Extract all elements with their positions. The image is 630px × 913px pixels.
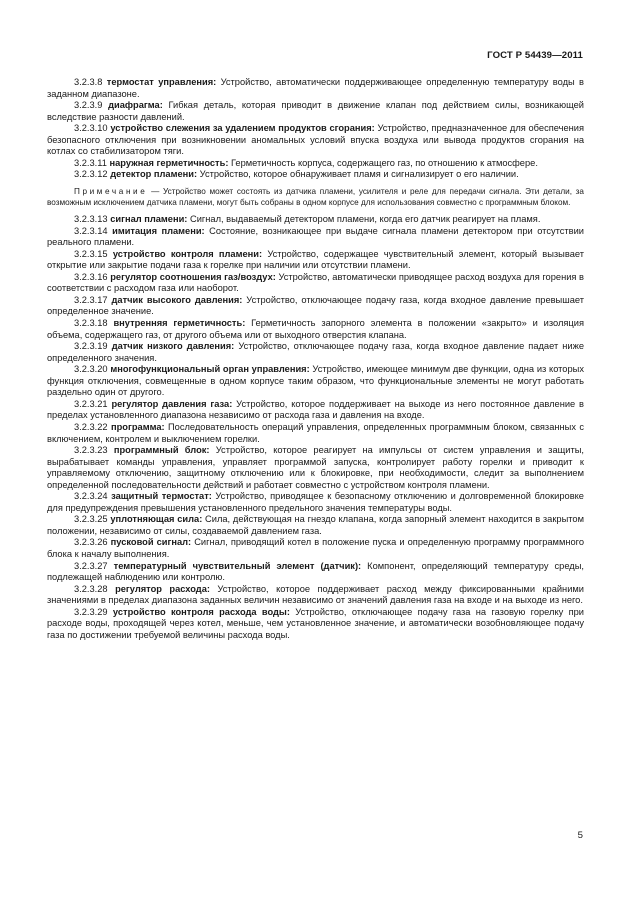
definition-number: 3.2.3.20 (74, 364, 108, 375)
definition-entry (47, 514, 584, 537)
definition-entry (47, 399, 584, 422)
definition-term: диафрагма: (108, 100, 163, 111)
definition-entry (47, 584, 584, 607)
definition-text: Состояние, возникающее при выдаче сигнала пламени детектором при отсутствии реального пламени. (47, 225, 585, 248)
definition-text: Герметичность запорного элемента в положении «закрыто» и изоляция объема, содержащего газ, от другого объема или от выходного отверстия клапана. (47, 318, 584, 340)
definition-term: регулятор давления газа: (111, 398, 233, 409)
definitions-list-a (47, 77, 584, 181)
definition-number: 3.2.3.12 (74, 169, 108, 180)
definition-number: 3.2.3.29 (74, 606, 108, 617)
definition-number: 3.2.3.13 (74, 214, 108, 225)
definition-text: Устройство, автоматически приводящее расход воздуха для горения в соответствии с расходом газа или наоборот. (47, 271, 584, 294)
definition-entry (47, 561, 584, 584)
definition-text: Гибкая деталь, которая приводит в движение клапан под действием силы, возникающей вследствие разности давлений. (47, 100, 584, 122)
definition-text: Устройство, отключающее подачу газа на газовую горелку при расходе воды, проходящей через котел, меньше, чем установленное значение, и автоматически возобновляющее подачу газа по достижении требуемой величины расхода воды. (47, 606, 584, 640)
definition-entry (47, 341, 584, 364)
note-label: Примечание (74, 186, 148, 196)
definition-text: Последовательность операций управления, определенных программным блоком, связанных с включением, контролем и выключением горелки. (47, 421, 584, 444)
definition-text: Сигнал, выдаваемый детектором пламени, когда его датчик реагирует на пламя. (187, 214, 541, 225)
definition-term: программный блок: (113, 445, 210, 456)
definition-text: Устройство, имеющее минимум две функции, одна из которых функция отключения, совмещенные в одном корпусе таким образом, что функциональные элементы не могут работать раздельно один от другого. (47, 364, 584, 398)
definition-text: Устройство, автоматически поддерживающее определенную температуру воды в заданном диапазоне. (47, 77, 584, 99)
definition-entry (47, 364, 584, 399)
definition-number: 3.2.3.25 (74, 514, 108, 525)
definition-entry (47, 318, 584, 341)
note-paragraph (47, 187, 584, 208)
definition-term: регулятор расхода: (115, 583, 210, 594)
definition-number: 3.2.3.27 (74, 560, 108, 571)
standard-header: ГОСТ Р 54439—2011 (487, 50, 583, 61)
definition-text: Сигнал, приводящий котел в положение пуска и определенную программу программного блока к началу выполнения. (47, 537, 584, 559)
definition-term: внутренняя герметичность: (113, 318, 246, 329)
definition-number: 3.2.3.17 (74, 294, 108, 305)
definition-entry (47, 537, 584, 560)
definition-entry (47, 295, 584, 318)
definition-number: 3.2.3.9 (74, 100, 103, 111)
definition-number: 3.2.3.18 (74, 318, 108, 329)
definition-term: устройство контроля пламени: (112, 248, 263, 259)
definition-term: устройство слежения за удалением продуктов сгорания: (110, 123, 375, 134)
definition-term: датчик высокого давления: (111, 294, 243, 305)
definition-term: многофункциональный орган управления: (110, 364, 310, 375)
definition-text: Устройство, отключающее подачу газа, когда входное давление падает ниже определенного значения. (47, 341, 585, 363)
definition-term: термостат управления: (106, 77, 217, 87)
definition-entry (47, 272, 584, 295)
definition-number: 3.2.3.22 (74, 421, 108, 432)
definition-term: имитация пламени: (112, 225, 205, 236)
page-number: 5 (577, 830, 583, 841)
definition-term: регулятор соотношения газ/воздух: (110, 271, 276, 282)
definition-number: 3.2.3.19 (74, 341, 108, 352)
definition-number: 3.2.3.14 (74, 225, 108, 236)
definitions-list-b (47, 214, 584, 641)
definition-number: 3.2.3.26 (74, 537, 108, 548)
note-text: — Устройство может состоять из датчика пламени, усилителя и реле для передачи сигнала. Эти детали, за возможным исключением датчика пламени, могут быть собраны в одном корпусе для использования совместно с программным блоком. (47, 186, 584, 207)
definition-entry (47, 77, 584, 100)
definition-number: 3.2.3.24 (74, 491, 108, 502)
definition-term: наружная герметичность: (109, 157, 229, 168)
definition-text: Устройство, приводящее к безопасному отключению и долговременной блокировке для предупреждения превышения установленного предельного значения температуры воды. (47, 491, 584, 513)
definition-text: Устройство, которое поддерживает на выходе из него постоянное давление в пределах установленного диапазона независимо от расхода газа и давления на входе. (47, 398, 584, 421)
definition-text: Устройство, которое поддерживает расход между фиксированными крайними значениями в пределах диапазона заданных величин независимо от значений давления газа на входе и на выходе из него. (47, 583, 584, 606)
definition-entry (47, 123, 584, 158)
definition-number: 3.2.3.15 (74, 248, 108, 259)
definition-text: Сила, действующая на гнездо клапана, когда запорный элемент находится в закрытом положении, независимо от силы, создаваемой давлением газа. (47, 514, 584, 536)
definition-text: Устройство, содержащее чувствительный элемент, который вызывает открытие или закрытие подачи газа к горелке при наличии или отсутствии пламени. (47, 248, 584, 271)
definition-number: 3.2.3.21 (74, 398, 108, 409)
definition-entry (47, 158, 584, 170)
definition-entry (47, 214, 584, 226)
definition-text: Устройство, которое реагирует на импульсы от систем управления и защиты, вырабатывает команды управления, управляет программой запуска, контролирует работу горелки и приводит к управляемому отключению, защитному отключению или к блокировке, при необходимости, следит за выполнением определенной последовательности действий и работает совместно с устройством контроля пламени. (47, 445, 584, 490)
definition-entry (47, 100, 584, 123)
definition-number: 3.2.3.11 (74, 157, 107, 168)
definition-number: 3.2.3.23 (74, 445, 108, 456)
definition-number: 3.2.3.28 (74, 583, 108, 594)
definition-term: уплотняющая сила: (110, 514, 203, 525)
definitions-body (47, 77, 584, 641)
definition-entry (47, 607, 584, 642)
definition-number: 3.2.3.8 (74, 77, 103, 87)
definition-text: Устройство, отключающее подачу газа, когда входное давление превышает определенное значение. (47, 294, 584, 317)
definition-term: детектор пламени: (110, 169, 198, 180)
definition-term: датчик низкого давления: (111, 341, 235, 352)
definition-text: Компонент, определяющий температуру среды, подлежащей наблюдению или контролю. (47, 560, 584, 583)
definition-entry (47, 445, 584, 491)
definition-term: температурный чувствительный элемент (датчик): (113, 560, 362, 571)
definition-entry (47, 169, 584, 181)
definition-term: сигнал пламени: (110, 214, 188, 225)
definition-text: Устройство, предназначенное для обеспечения безопасного отключения при возникновении аномальных условий впуска воздуха или вывода продуктов сгорания на котлах со стабилизатором тяги. (47, 123, 584, 157)
definition-entry (47, 249, 584, 272)
definition-entry (47, 226, 584, 249)
definition-entry (47, 491, 584, 514)
definition-number: 3.2.3.16 (74, 271, 108, 282)
definition-text: Герметичность корпуса, содержащего газ, по отношению к атмосфере. (228, 157, 538, 168)
definition-term: защитный термостат: (111, 491, 212, 502)
definition-entry (47, 422, 584, 445)
definition-term: пусковой сигнал: (110, 537, 192, 548)
definition-term: устройство контроля расхода воды: (112, 606, 290, 617)
definition-number: 3.2.3.10 (74, 123, 108, 134)
definition-term: программа: (111, 421, 165, 432)
definition-text: Устройство, которое обнаруживает пламя и сигнализирует о его наличии. (197, 169, 519, 180)
